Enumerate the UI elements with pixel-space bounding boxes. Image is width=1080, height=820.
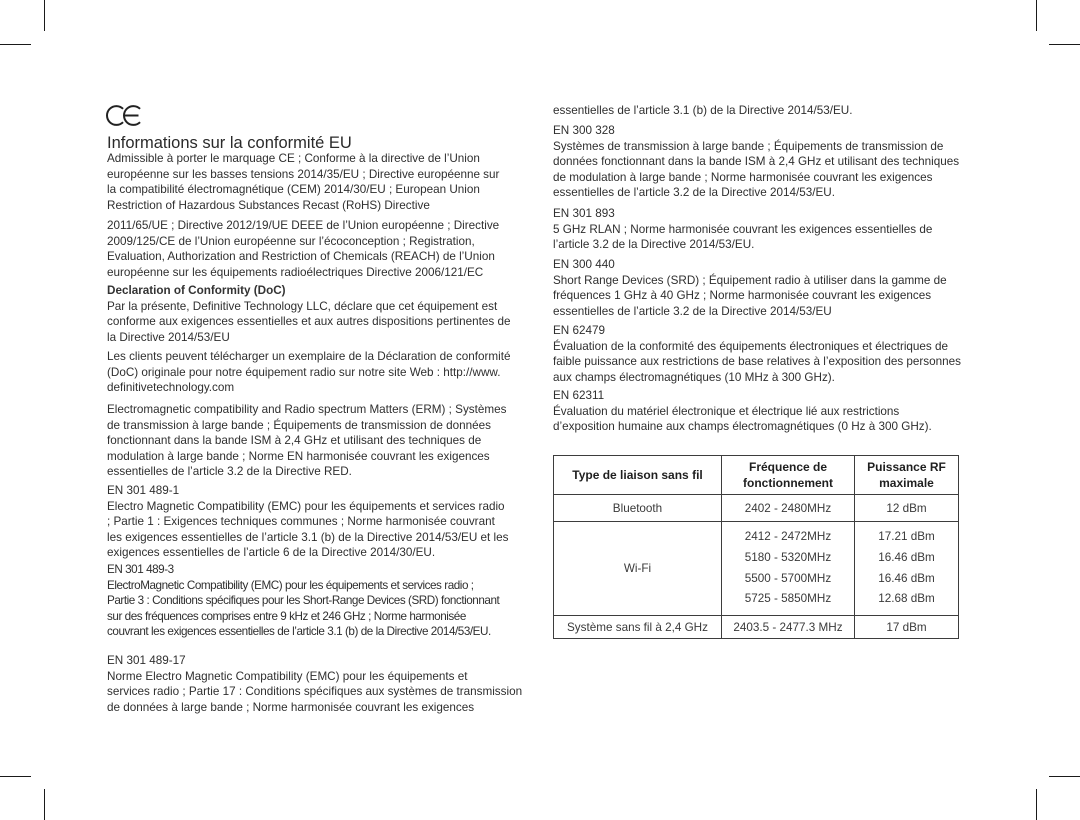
text-line: Electromagnetic compatibility and Radio spectrum Matters (ERM) ; Systèmes xyxy=(107,403,507,416)
text-line: Évaluation du matériel électronique et électrique lié aux restrictions xyxy=(553,404,900,418)
text-line: fréquences 1 GHz à 40 GHz ; Norme harmonisée couvrant les exigences xyxy=(553,289,932,302)
text-line: de modulation à large bande ; Norme harmonisée couvrant les exigences xyxy=(553,170,933,184)
power-value: 12.68 dBm xyxy=(878,592,935,606)
block-title: Declaration of Conformity (DoC) xyxy=(107,284,286,297)
text-line: d’exposition humaine aux champs électromagnétiques (0 Hz à 300 GHz). xyxy=(553,420,932,433)
table-header-max-power: Puissance RF maximale xyxy=(855,456,959,495)
ce-letter-c xyxy=(107,106,123,125)
text-line: Norme Electro Magnetic Compatibility (EMC) pour les équipements et xyxy=(107,669,468,683)
text-line: européenne sur les basses tensions 2014/35/EU ; Directive européenne sur xyxy=(107,167,500,181)
wireless-spec-table xyxy=(553,455,959,639)
block-title: EN 300 328 xyxy=(553,124,615,137)
en-301-893-section xyxy=(553,206,932,253)
block-title: EN 301 489-17 xyxy=(107,654,186,667)
frequency-value: 5500 - 5700MHz xyxy=(744,571,832,585)
text-line: Restriction of Hazardous Substances Recast (RoHS) Directive xyxy=(107,198,430,212)
power-value: 17.21 dBm xyxy=(878,530,935,544)
text-line: essentielles de l’article 3.2 de la Directive RED. xyxy=(107,465,352,478)
power-cell: 12 dBm xyxy=(855,495,959,522)
text-line: conforme aux exigences essentielles et aux autres dispositions pertinentes de xyxy=(107,315,511,328)
table-header-row xyxy=(554,456,959,495)
block-title: EN 301 489-1 xyxy=(107,484,180,497)
text-line: les exigences essentielles de l’article 3.1 (b) de la Directive 2014/53/EU et les xyxy=(107,530,509,544)
crop-mark-bottom-left-horizontal xyxy=(0,776,31,777)
en-301-489-17-section xyxy=(107,653,522,715)
text-line: exigences essentielles de l’article 6 de la Directive 2014/30/EU. xyxy=(107,546,436,559)
text-line: Par la présente, Definitive Technology LLC, déclare que cet équipement est xyxy=(107,299,498,313)
en-300-328-section xyxy=(553,123,959,201)
block-title: EN 301 489-3 xyxy=(107,563,174,576)
directives-paragraph xyxy=(107,218,499,280)
text-line: Systèmes de transmission à large bande ; Équipements de transmission de xyxy=(553,139,944,153)
text-line: 2009/125/CE de l’Union européenne sur l’écoconception ; Registration, xyxy=(107,234,475,248)
frequency-value: 2412 - 2472MHz xyxy=(744,530,832,544)
text-line: aux champs électromagnétiques (10 MHz à 300 GHz). xyxy=(553,370,835,384)
en-301-489-17-continued xyxy=(553,103,852,119)
text-line: Évaluation de la conformité des équipements électroniques et électriques de xyxy=(553,339,949,353)
table-header-link-type: Type de liaison sans fil xyxy=(554,456,722,495)
block-title: EN 300 440 xyxy=(553,258,615,271)
text-line: Evaluation, Authorization and Restriction of Chemicals (REACH) de l’Union xyxy=(107,250,495,263)
text-line: la Directive 2014/53/EU xyxy=(107,330,230,344)
text-line: Electro Magnetic Compatibility (EMC) pour les équipements et services radio xyxy=(107,499,505,513)
erm-paragraph xyxy=(107,402,506,480)
text-line: essentielles de l’article 3.2 de la Directive 2014/53/EU xyxy=(553,304,832,318)
text-line: 5 GHz RLAN ; Norme harmonisée couvrant les exigences essentielles de xyxy=(553,222,933,236)
table-row-wifi xyxy=(554,522,959,616)
text-line: Partie 3 : Conditions spécifiques pour les Short-Range Devices (SRD) fonctionnant xyxy=(107,594,500,607)
text-line: essentielles de l’article 3.2 de la Directive 2014/53/EU. xyxy=(553,186,835,199)
text-line: de transmission à large bande ; Équipements de transmission de données xyxy=(107,418,491,432)
en-301-489-3-section xyxy=(107,562,499,640)
text-line: 2011/65/UE ; Directive 2012/19/UE DEEE de l’Union européenne ; Directive xyxy=(107,219,500,232)
crop-mark-bottom-left-vertical xyxy=(44,789,45,820)
text-line: definitivetechnology.com xyxy=(107,381,235,394)
block-title: EN 301 893 xyxy=(553,207,615,220)
text-line: faible puissance aux restrictions de base relatives à l’exposition des personnes xyxy=(553,355,961,368)
block-title: EN 62311 xyxy=(553,389,605,402)
power-value: 16.46 dBm xyxy=(878,550,935,564)
text-line: ; Partie 1 : Exigences techniques communes ; Norme harmonisée couvrant xyxy=(107,515,495,528)
link-type-cell: Système sans fil à 2,4 GHz xyxy=(554,616,722,639)
crop-mark-top-right-horizontal xyxy=(1049,44,1080,45)
text-line: services radio ; Partie 17 : Conditions spécifiques aux systèmes de transmission xyxy=(107,685,523,698)
declaration-of-conformity-section xyxy=(107,283,510,345)
doc-download-paragraph xyxy=(107,349,510,396)
frequency-value: 5725 - 5850MHz xyxy=(744,592,832,606)
link-type-cell: Wi-Fi xyxy=(554,522,722,616)
text-line: couvrant les exigences essentielles de l’article 3.1 (b) de la Directive 2014/53/EU. xyxy=(107,625,491,638)
table-header-frequency: Fréquence de fonctionnement xyxy=(722,456,855,495)
crop-mark-top-left-horizontal xyxy=(0,44,31,45)
table-row-2-4ghz-wireless xyxy=(554,616,959,639)
text-line: la compatibilité électromagnétique (CEM) 2014/30/EU ; European Union xyxy=(107,183,480,196)
text-line: l’article 3.2 de la Directive 2014/53/EU. xyxy=(553,238,755,251)
text-line: de données à large bande ; Norme harmonisée couvrant les exigences xyxy=(107,700,475,714)
frequency-value: 5180 - 5320MHz xyxy=(744,550,832,564)
crop-mark-bottom-right-vertical xyxy=(1036,789,1037,820)
text-line: européenne sur les équipements radioélectriques Directive 2006/121/EC xyxy=(107,265,484,279)
link-type-cell: Bluetooth xyxy=(554,495,722,522)
block-title: EN 62479 xyxy=(553,324,605,337)
text-line: essentielles de l’article 3.1 (b) de la Directive 2014/53/EU. xyxy=(553,104,853,117)
text-line: Admissible à porter le marquage CE ; Conforme à la directive de l’Union xyxy=(107,152,480,165)
power-cell: 17 dBm xyxy=(855,616,959,639)
en-300-440-section xyxy=(553,257,947,319)
power-cell xyxy=(855,522,959,616)
text-line: Les clients peuvent télécharger un exemplaire de la Déclaration de conformité xyxy=(107,350,511,363)
en-62479-section xyxy=(553,323,961,385)
page-title: Informations sur la conformité EU xyxy=(107,134,352,152)
text-line: ElectroMagnetic Compatibility (EMC) pour les équipements et services radio ; xyxy=(107,578,474,592)
ce-marking-paragraph xyxy=(107,151,499,213)
text-line: données fonctionnant dans la bande ISM à 2,4 GHz et utilisant des techniques xyxy=(553,155,960,168)
en-301-489-1-section xyxy=(107,483,508,561)
text-line: (DoC) originale pour notre équipement radio sur notre site Web : http://www. xyxy=(107,365,501,379)
crop-mark-top-right-vertical xyxy=(1036,0,1037,31)
table-row-bluetooth xyxy=(554,495,959,522)
crop-mark-bottom-right-horizontal xyxy=(1049,776,1080,777)
crop-mark-top-left-vertical xyxy=(44,0,45,31)
text-line: fonctionnant dans la bande ISM à 2,4 GHz et utilisant des techniques de xyxy=(107,434,482,447)
text-line: modulation à large bande ; Norme EN harmonisée couvrant les exigences xyxy=(107,449,490,463)
ce-mark-logo xyxy=(105,103,143,128)
power-value: 16.46 dBm xyxy=(878,571,935,585)
text-line: Short Range Devices (SRD) ; Équipement radio à utiliser dans la gamme de xyxy=(553,273,947,287)
frequency-cell xyxy=(722,522,855,616)
frequency-cell: 2402 - 2480MHz xyxy=(722,495,855,522)
text-line: sur des fréquences comprises entre 9 kHz et 246 GHz ; Norme harmonisée xyxy=(107,609,466,623)
frequency-cell: 2403.5 - 2477.3 MHz xyxy=(722,616,855,639)
en-62311-section xyxy=(553,388,932,435)
